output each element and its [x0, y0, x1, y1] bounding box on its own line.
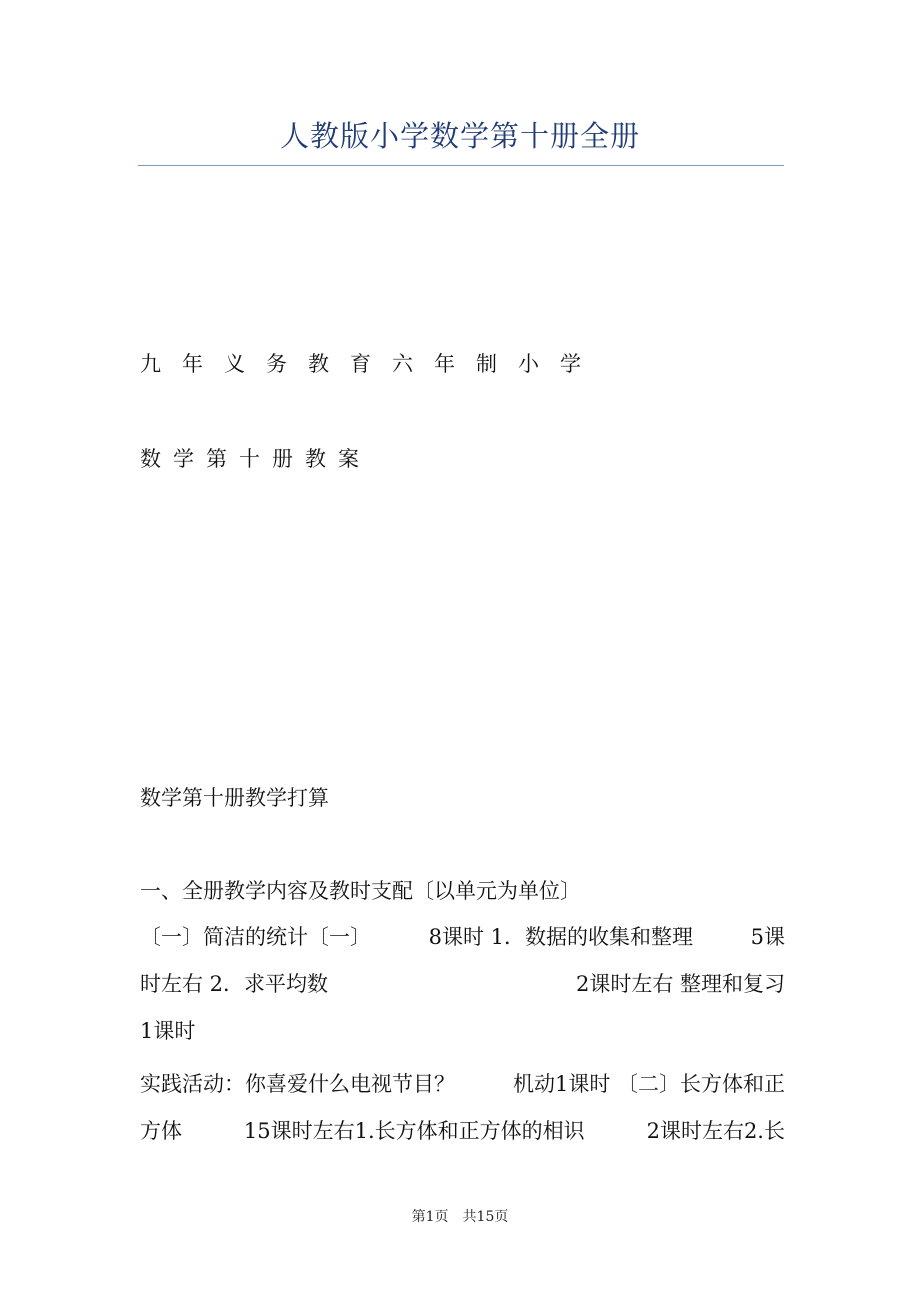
text-segment: 5课	[750, 925, 785, 949]
paragraph-line	[140, 961, 785, 1008]
paragraph-line	[140, 914, 785, 961]
section-heading: 一、全册教学内容及教时支配〔以单元为单位〕	[140, 879, 581, 903]
text-segment: 2课时左右2.长	[646, 1119, 785, 1143]
paragraph-1	[140, 914, 785, 1055]
text-segment: 8课时 1．数据的收集和整理	[428, 925, 694, 949]
text-segment: 2课时左右 整理和复习	[575, 972, 785, 996]
text-segment: 方体	[140, 1119, 182, 1143]
paragraph-line	[140, 1061, 785, 1108]
paragraph-line	[140, 1008, 785, 1055]
text-segment: 〔一〕简洁的统计〔一〕	[140, 925, 371, 949]
page-footer: 第1页 共15页	[411, 1209, 509, 1225]
paragraph-line	[140, 1108, 785, 1155]
title-underline	[138, 165, 784, 166]
paragraph-2	[140, 1061, 785, 1155]
subtitle-line-1: 九年义务教育六年制小学	[140, 352, 602, 376]
text-segment: 实践活动：你喜爱什么电视节目？	[140, 1072, 455, 1096]
plan-heading: 数学第十册教学打算	[140, 786, 329, 810]
document-title: 人教版小学数学第十册全册	[279, 119, 640, 153]
subtitle-line-2: 数学第十册教案	[140, 447, 371, 471]
text-segment: 机动1课时 〔二〕长方体和正	[512, 1072, 785, 1096]
text-segment: 15课时左右1.长方体和正方体的相识	[243, 1119, 585, 1143]
text-segment: 1课时	[140, 1019, 196, 1043]
text-segment: 时左右 2．求平均数	[140, 972, 329, 996]
